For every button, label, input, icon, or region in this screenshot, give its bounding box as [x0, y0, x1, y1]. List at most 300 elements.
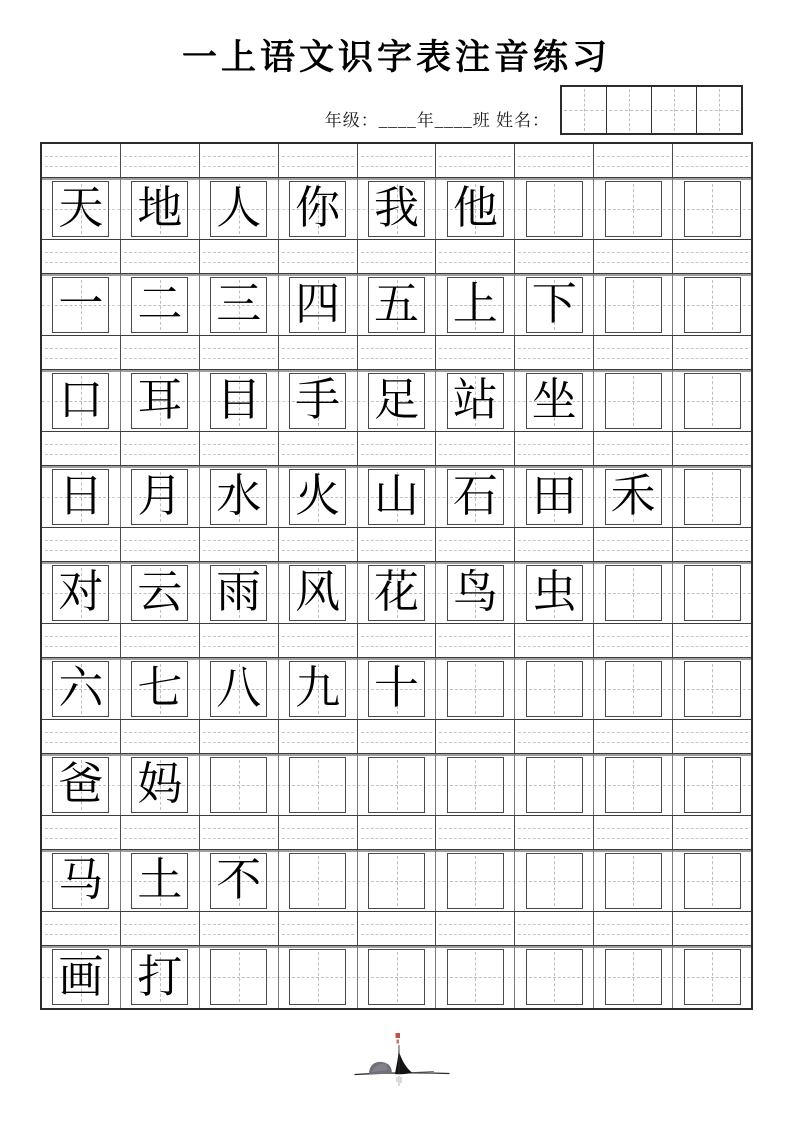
character-cell — [673, 946, 751, 1008]
character-cell — [358, 370, 437, 431]
character-cell — [121, 370, 200, 431]
tianzige-box — [52, 277, 109, 333]
pinyin-cell — [594, 720, 673, 753]
character-cell — [358, 946, 437, 1008]
character-cell — [594, 274, 673, 335]
pinyin-cell — [279, 432, 358, 465]
character-glyph: 云 — [137, 567, 183, 617]
character-cell — [200, 466, 279, 527]
character-cell — [436, 946, 515, 1008]
pinyin-cell — [200, 912, 279, 945]
character-cell — [358, 658, 437, 719]
character-cell — [42, 658, 121, 719]
tianzige-box — [52, 661, 109, 717]
pinyin-cell — [673, 432, 751, 465]
tianzige-box — [368, 373, 425, 429]
character-cell — [200, 658, 279, 719]
pinyin-cell — [42, 816, 121, 849]
character-glyph: 月 — [137, 471, 183, 521]
tianzige-box — [289, 757, 346, 813]
tianzige-box — [605, 181, 662, 237]
pinyin-cell — [673, 240, 751, 273]
pinyin-cell — [594, 624, 673, 657]
tianzige-box — [289, 181, 346, 237]
character-glyph: 足 — [373, 375, 419, 425]
tianzige-box — [447, 949, 504, 1005]
character-glyph: 四 — [295, 279, 341, 329]
tianzige-box — [52, 853, 109, 909]
pinyin-cell — [436, 336, 515, 369]
character-glyph: 二 — [137, 279, 183, 329]
tianzige-box — [447, 757, 504, 813]
tianzige-box — [605, 373, 662, 429]
character-cell — [436, 370, 515, 431]
tianzige-box — [605, 469, 662, 525]
pinyin-cell — [436, 432, 515, 465]
pinyin-cell — [279, 816, 358, 849]
character-cell — [673, 178, 751, 239]
character-cell — [200, 754, 279, 815]
pinyin-cell — [200, 720, 279, 753]
tianzige-box — [447, 277, 504, 333]
character-glyph: 人 — [216, 183, 262, 233]
character-glyph: 山 — [373, 471, 419, 521]
tianzige-box — [52, 949, 109, 1005]
pinyin-cell — [515, 144, 594, 177]
pinyin-cell — [436, 624, 515, 657]
tianzige-box — [526, 565, 583, 621]
tianzige-box — [368, 757, 425, 813]
character-cell — [673, 754, 751, 815]
pinyin-cell — [279, 336, 358, 369]
tianzige-box — [605, 853, 662, 909]
tianzige-box — [526, 757, 583, 813]
pinyin-cell — [594, 816, 673, 849]
pinyin-cell — [594, 912, 673, 945]
character-cell — [279, 754, 358, 815]
character-cell — [673, 850, 751, 911]
grade-class-name-label: 年级：____年____班 姓名： — [324, 111, 550, 130]
character-cell — [42, 178, 121, 239]
character-glyph: 虫 — [531, 567, 577, 617]
pinyin-cell — [358, 144, 437, 177]
tianzige-box — [526, 661, 583, 717]
pinyin-cell — [121, 624, 200, 657]
pinyin-cell — [515, 720, 594, 753]
character-glyph: 九 — [295, 663, 341, 713]
pinyin-cell — [279, 720, 358, 753]
character-cell — [279, 466, 358, 527]
tianzige-box — [447, 853, 504, 909]
pinyin-cell — [279, 240, 358, 273]
character-cell — [594, 658, 673, 719]
tianzige-box — [210, 277, 267, 333]
character-row — [42, 370, 751, 432]
character-cell — [515, 850, 594, 911]
tianzige-box — [131, 949, 188, 1005]
tianzige-box — [131, 565, 188, 621]
character-cell — [279, 370, 358, 431]
character-cell — [279, 178, 358, 239]
pinyin-cell — [279, 144, 358, 177]
tianzige-box — [526, 949, 583, 1005]
pinyin-cell — [200, 816, 279, 849]
name-grid-cell — [652, 87, 697, 133]
pinyin-cell — [200, 240, 279, 273]
pinyin-cell — [673, 912, 751, 945]
character-cell — [42, 370, 121, 431]
pinyin-cell — [358, 336, 437, 369]
character-cell — [515, 274, 594, 335]
tianzige-box — [131, 757, 188, 813]
character-cell — [436, 466, 515, 527]
pinyin-cell — [42, 336, 121, 369]
pinyin-cell — [436, 816, 515, 849]
tianzige-box — [289, 277, 346, 333]
character-cell — [42, 562, 121, 623]
pinyin-cell — [673, 624, 751, 657]
pinyin-cell — [515, 432, 594, 465]
pinyin-row — [42, 816, 751, 850]
tianzige-box — [526, 181, 583, 237]
tianzige-box — [368, 181, 425, 237]
tianzige-box — [210, 661, 267, 717]
character-cell — [673, 274, 751, 335]
character-cell — [594, 178, 673, 239]
character-glyph: 七 — [137, 663, 183, 713]
pinyin-cell — [200, 144, 279, 177]
character-glyph: 三 — [216, 279, 262, 329]
character-cell — [594, 370, 673, 431]
tianzige-box — [210, 181, 267, 237]
pinyin-cell — [121, 720, 200, 753]
character-row — [42, 850, 751, 912]
character-cell — [200, 370, 279, 431]
tianzige-box — [210, 565, 267, 621]
character-glyph: 耳 — [137, 375, 183, 425]
character-cell — [358, 178, 437, 239]
character-glyph: 你 — [295, 183, 341, 233]
character-cell — [594, 466, 673, 527]
tianzige-box — [210, 373, 267, 429]
character-row — [42, 274, 751, 336]
character-glyph: 地 — [137, 183, 183, 233]
tianzige-box — [52, 757, 109, 813]
tianzige-box — [131, 181, 188, 237]
pinyin-cell — [121, 816, 200, 849]
pinyin-cell — [594, 528, 673, 561]
tianzige-box — [526, 373, 583, 429]
tianzige-box — [684, 661, 741, 717]
character-glyph: 妈 — [137, 759, 183, 809]
tianzige-box — [605, 565, 662, 621]
pinyin-cell — [42, 624, 121, 657]
tianzige-box — [684, 277, 741, 333]
pinyin-cell — [121, 336, 200, 369]
tianzige-box — [368, 469, 425, 525]
pinyin-cell — [42, 912, 121, 945]
tianzige-box — [684, 181, 741, 237]
tianzige-box — [52, 565, 109, 621]
tianzige-box — [684, 469, 741, 525]
pinyin-row — [42, 624, 751, 658]
character-cell — [42, 850, 121, 911]
pinyin-cell — [200, 336, 279, 369]
pinyin-cell — [515, 624, 594, 657]
tianzige-box — [447, 181, 504, 237]
character-cell — [515, 562, 594, 623]
tianzige-box — [684, 757, 741, 813]
pinyin-cell — [358, 528, 437, 561]
tianzige-box — [289, 949, 346, 1005]
character-cell — [436, 754, 515, 815]
character-cell — [121, 946, 200, 1008]
pinyin-cell — [358, 624, 437, 657]
pinyin-cell — [594, 336, 673, 369]
tianzige-box — [447, 373, 504, 429]
pinyin-cell — [436, 144, 515, 177]
character-glyph: 水 — [216, 471, 262, 521]
character-glyph: 不 — [216, 855, 262, 905]
character-cell — [594, 754, 673, 815]
tianzige-box — [131, 853, 188, 909]
character-cell — [358, 754, 437, 815]
pinyin-row — [42, 432, 751, 466]
pinyin-cell — [594, 144, 673, 177]
character-glyph: 对 — [58, 567, 104, 617]
character-cell — [121, 562, 200, 623]
tianzige-box — [605, 757, 662, 813]
character-row — [42, 946, 751, 1008]
pinyin-cell — [121, 240, 200, 273]
character-cell — [594, 562, 673, 623]
character-cell — [279, 562, 358, 623]
pinyin-row — [42, 144, 751, 178]
character-glyph: 打 — [137, 951, 183, 1002]
pinyin-cell — [200, 624, 279, 657]
pinyin-row — [42, 720, 751, 754]
tianzige-box — [289, 661, 346, 717]
character-glyph: 五 — [373, 279, 419, 329]
character-cell — [121, 850, 200, 911]
practice-table — [40, 142, 753, 1010]
character-cell — [121, 658, 200, 719]
name-grid-cell — [697, 87, 741, 133]
character-cell — [673, 562, 751, 623]
pinyin-row — [42, 912, 751, 946]
tianzige-box — [526, 469, 583, 525]
character-cell — [436, 178, 515, 239]
character-cell — [515, 466, 594, 527]
character-cell — [358, 466, 437, 527]
tianzige-box — [131, 373, 188, 429]
pinyin-cell — [673, 336, 751, 369]
character-cell — [121, 754, 200, 815]
character-cell — [42, 946, 121, 1008]
pinyin-cell — [515, 528, 594, 561]
tianzige-box — [52, 469, 109, 525]
ink-boat-icon — [352, 1030, 452, 1090]
pinyin-cell — [42, 240, 121, 273]
character-glyph: 爸 — [58, 759, 104, 809]
pinyin-cell — [279, 528, 358, 561]
pinyin-row — [42, 528, 751, 562]
pinyin-cell — [279, 912, 358, 945]
pinyin-cell — [436, 528, 515, 561]
character-cell — [673, 370, 751, 431]
tianzige-box — [447, 565, 504, 621]
pinyin-cell — [515, 240, 594, 273]
character-cell — [279, 850, 358, 911]
pinyin-cell — [358, 912, 437, 945]
character-glyph: 雨 — [216, 567, 262, 617]
character-cell — [436, 658, 515, 719]
character-glyph: 十 — [373, 663, 419, 713]
pinyin-cell — [673, 528, 751, 561]
name-grid-cell — [562, 87, 607, 133]
tianzige-box — [210, 757, 267, 813]
pinyin-cell — [515, 336, 594, 369]
character-glyph: 鸟 — [452, 567, 498, 617]
tianzige-box — [52, 181, 109, 237]
tianzige-box — [526, 853, 583, 909]
character-cell — [358, 274, 437, 335]
tianzige-box — [289, 373, 346, 429]
pinyin-cell — [515, 912, 594, 945]
character-cell — [121, 466, 200, 527]
character-glyph: 马 — [58, 855, 104, 905]
pinyin-cell — [673, 144, 751, 177]
pinyin-cell — [121, 432, 200, 465]
character-cell — [358, 850, 437, 911]
character-cell — [42, 754, 121, 815]
character-glyph: 日 — [58, 471, 104, 521]
character-cell — [673, 466, 751, 527]
tianzige-box — [289, 565, 346, 621]
character-cell — [436, 850, 515, 911]
tianzige-box — [368, 949, 425, 1005]
character-glyph: 坐 — [531, 375, 577, 425]
character-glyph: 一 — [58, 279, 104, 329]
character-cell — [200, 946, 279, 1008]
character-glyph: 八 — [216, 663, 262, 713]
character-cell — [673, 658, 751, 719]
character-glyph: 手 — [295, 375, 341, 425]
character-glyph: 六 — [58, 663, 104, 713]
character-glyph: 我 — [373, 183, 419, 233]
tianzige-box — [605, 661, 662, 717]
pinyin-cell — [42, 144, 121, 177]
tianzige-box — [368, 277, 425, 333]
character-glyph: 风 — [295, 567, 341, 617]
character-glyph: 土 — [137, 855, 183, 905]
character-glyph: 下 — [531, 279, 577, 329]
character-cell — [594, 946, 673, 1008]
tianzige-box — [131, 277, 188, 333]
pinyin-cell — [42, 432, 121, 465]
character-glyph: 石 — [452, 471, 498, 521]
pinyin-cell — [358, 816, 437, 849]
tianzige-box — [52, 373, 109, 429]
character-row — [42, 466, 751, 528]
name-grid — [560, 85, 743, 135]
name-grid-cell — [607, 87, 652, 133]
page-title: 一上语文识字表注音练习 — [181, 38, 611, 77]
pinyin-cell — [673, 720, 751, 753]
character-cell — [436, 274, 515, 335]
character-cell — [121, 178, 200, 239]
character-glyph: 禾 — [610, 471, 656, 521]
character-cell — [515, 658, 594, 719]
character-cell — [42, 466, 121, 527]
character-cell — [358, 562, 437, 623]
tianzige-box — [368, 661, 425, 717]
pinyin-cell — [200, 528, 279, 561]
tianzige-box — [210, 949, 267, 1005]
character-cell — [42, 274, 121, 335]
tianzige-box — [447, 469, 504, 525]
character-cell — [436, 562, 515, 623]
pinyin-cell — [594, 240, 673, 273]
character-cell — [200, 850, 279, 911]
tianzige-box — [131, 661, 188, 717]
character-cell — [200, 178, 279, 239]
pinyin-cell — [436, 912, 515, 945]
tianzige-box — [684, 565, 741, 621]
tianzige-box — [684, 373, 741, 429]
tianzige-box — [684, 949, 741, 1005]
character-row — [42, 754, 751, 816]
pinyin-cell — [436, 720, 515, 753]
footer-ink-art — [352, 1030, 452, 1090]
pinyin-cell — [358, 432, 437, 465]
pinyin-cell — [436, 240, 515, 273]
character-glyph: 上 — [452, 279, 498, 329]
pinyin-cell — [42, 528, 121, 561]
character-glyph: 口 — [58, 375, 104, 425]
character-glyph: 画 — [58, 951, 104, 1002]
tianzige-box — [605, 949, 662, 1005]
pinyin-row — [42, 240, 751, 274]
character-glyph: 天 — [58, 183, 104, 233]
character-cell — [121, 274, 200, 335]
tianzige-box — [368, 853, 425, 909]
character-cell — [279, 946, 358, 1008]
pinyin-cell — [121, 144, 200, 177]
pinyin-cell — [594, 432, 673, 465]
pinyin-cell — [358, 720, 437, 753]
pinyin-row — [42, 336, 751, 370]
character-cell — [279, 658, 358, 719]
character-row — [42, 658, 751, 720]
pinyin-cell — [121, 528, 200, 561]
character-cell — [200, 274, 279, 335]
tianzige-box — [131, 469, 188, 525]
pinyin-cell — [358, 240, 437, 273]
pinyin-cell — [200, 432, 279, 465]
character-row — [42, 178, 751, 240]
character-cell — [515, 370, 594, 431]
pinyin-cell — [279, 624, 358, 657]
character-cell — [279, 274, 358, 335]
pinyin-cell — [42, 720, 121, 753]
tianzige-box — [368, 565, 425, 621]
character-glyph: 站 — [452, 375, 498, 425]
character-glyph: 花 — [373, 567, 419, 617]
pinyin-cell — [121, 912, 200, 945]
character-cell — [515, 178, 594, 239]
tianzige-box — [289, 469, 346, 525]
